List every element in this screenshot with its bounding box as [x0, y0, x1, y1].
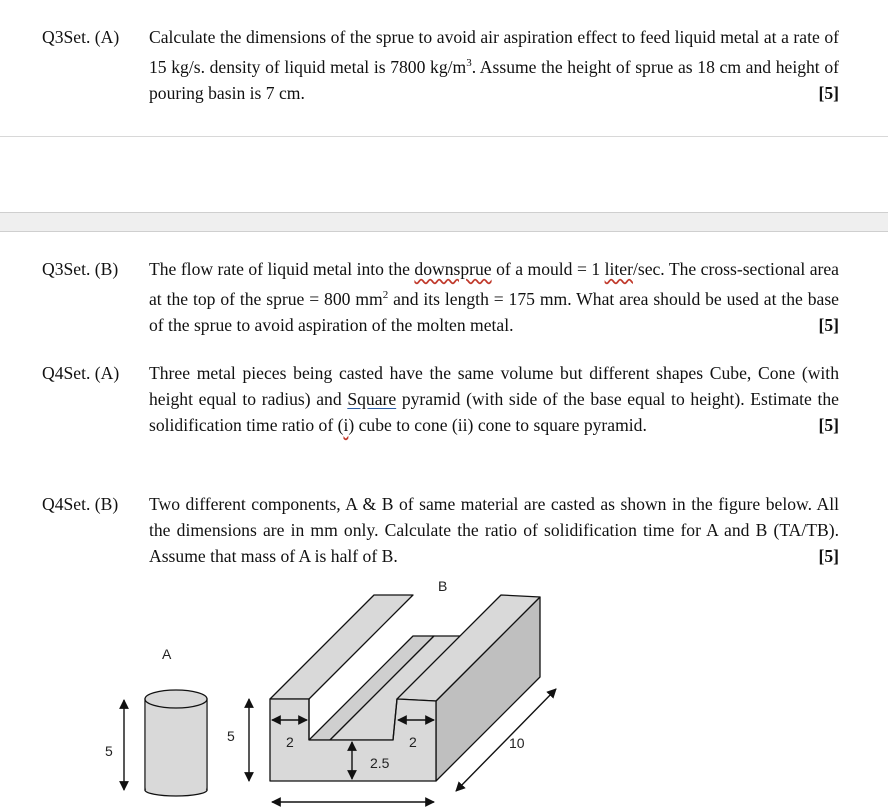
- marks: [5]: [818, 314, 839, 335]
- dim-b-depth: 10: [509, 735, 525, 751]
- question-q3-set-a: [42, 24, 842, 106]
- dim-b-rail-right: 2: [409, 734, 417, 750]
- dim-b-base: 2.5: [370, 755, 390, 771]
- dim-b-rail-left: 2: [286, 734, 294, 750]
- spell-flag-downsprue: downsprue: [414, 259, 492, 279]
- marks: [5]: [818, 546, 839, 566]
- question-label: Q4Set. (B): [42, 494, 119, 514]
- spell-flag-i: i: [343, 415, 349, 435]
- page-gap: [0, 137, 888, 212]
- label-b: B: [438, 578, 448, 594]
- component-b-channel: [270, 595, 540, 781]
- marks: [5]: [818, 415, 839, 435]
- question-label: Q3Set. (A): [42, 27, 120, 47]
- question-q4-set-a: [42, 360, 842, 438]
- page-separator: [0, 212, 888, 232]
- component-a-cylinder: [145, 690, 207, 796]
- dim-a-height: 5: [105, 743, 113, 759]
- question-body: Three metal pieces being casted have the same volume but different shapes Cube, Cone (with height equal to radius) and Square pyramid (with side of the base equal to height). Estimate the solidification time ratio of (i) cube to cone (ii) cone to square pyramid. [5]: [149, 360, 839, 438]
- question-body: The flow rate of liquid metal into the downsprue of a mould = 1 liter/sec. The cross-sectional area at the top of the sprue = 800 $mm^2$ and its length = 175 mm. What area should be used at the base of the sprue to avoid aspiration of the molten metal. [5]: [149, 256, 839, 338]
- casting-figure: [95, 570, 575, 812]
- question-q3-set-b: [42, 256, 842, 338]
- question-label: Q4Set. (A): [42, 363, 120, 383]
- marks: [5]: [818, 82, 839, 103]
- grammar-flag-square: Square: [347, 389, 397, 409]
- question-label: Q3Set. (B): [42, 259, 119, 279]
- question-body: Two different components, A & B of same material are casted as shown in the figure below. All the dimensions are in mm only. Calculate the ratio of solidification time for A and B (TA/TB). Assume that mass of A is half of B. [5]: [149, 491, 839, 569]
- figure-svg: [95, 570, 575, 812]
- question-body: Calculate the dimensions of the sprue to avoid air aspiration effect to feed liquid metal at a rate of 15 kg/s. density of liquid metal is 7800 $kg/m^3$. Assume the height of sprue as 18 cm and height of pouring basin is 7 cm. [5]: [149, 24, 839, 106]
- question-q4-set-b: [42, 491, 842, 569]
- label-a: A: [162, 646, 172, 662]
- page-1: [0, 0, 888, 137]
- spell-flag-liter: liter: [604, 259, 633, 279]
- dim-b-height: 5: [227, 728, 235, 744]
